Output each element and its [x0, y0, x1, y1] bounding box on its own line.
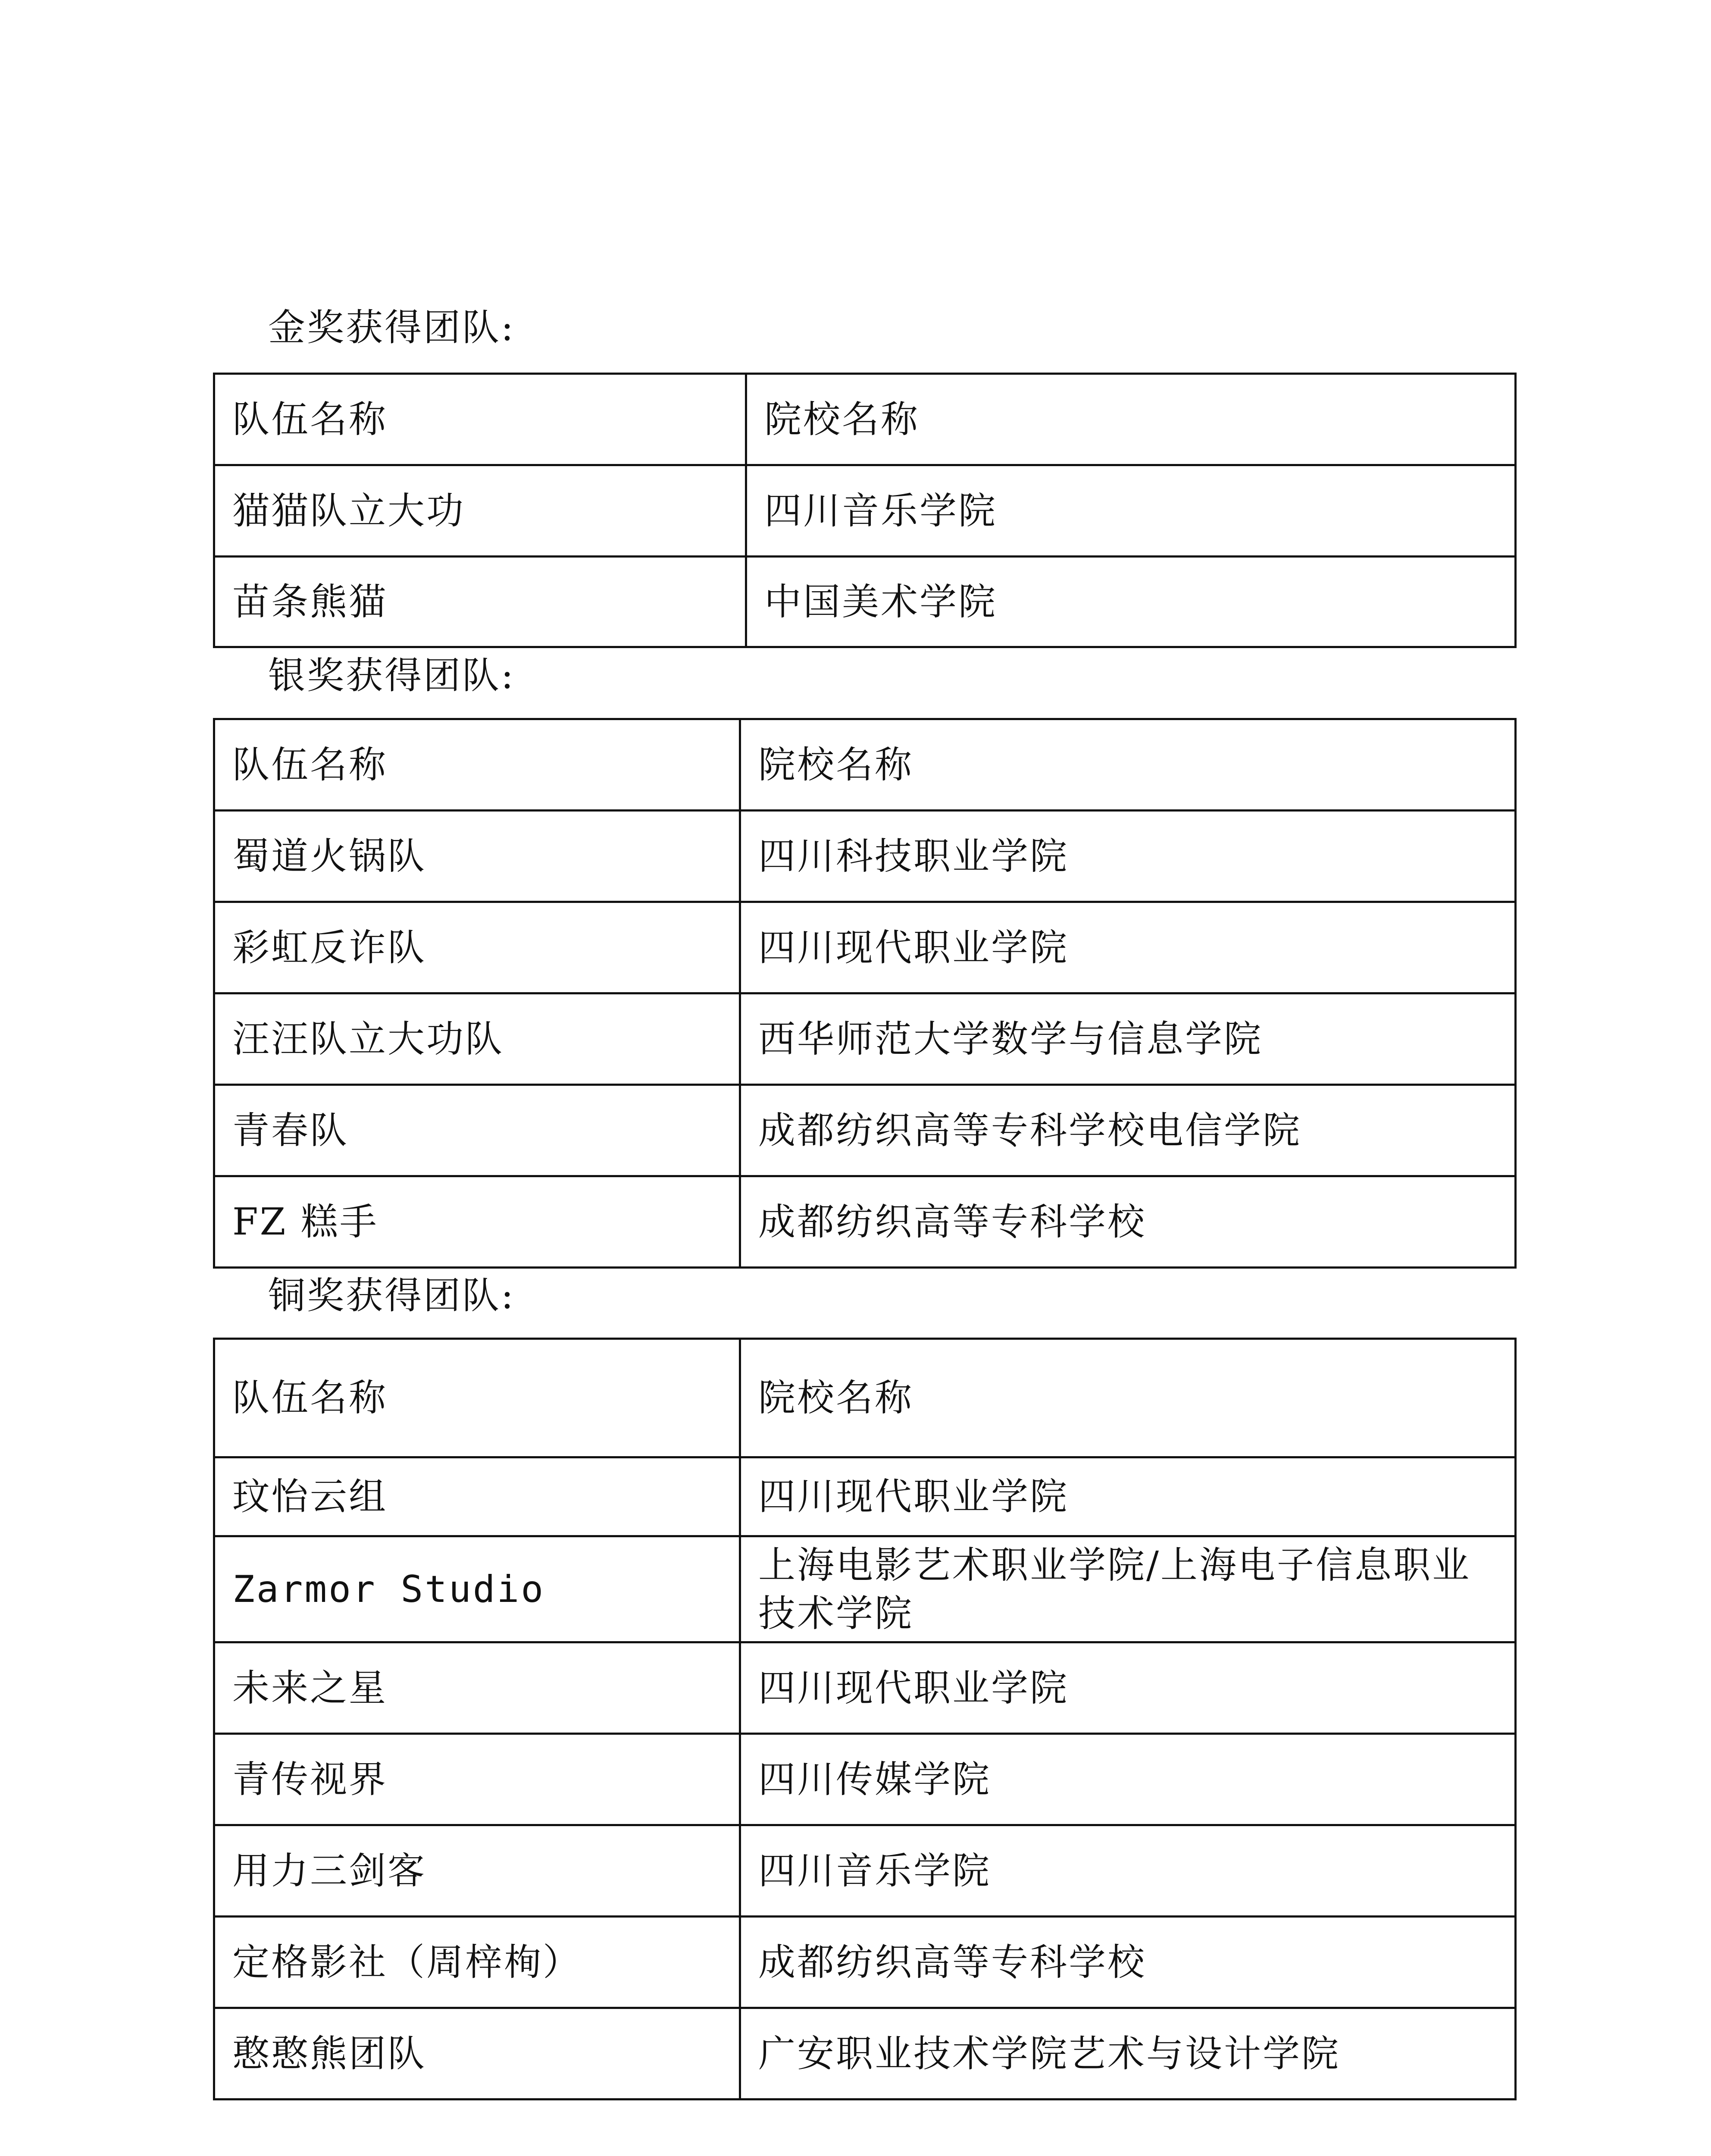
- school-name: 上海电影艺术职业学院/上海电子信息职业技术学院: [740, 1536, 1516, 1642]
- team-name: FZ 糕手: [214, 1176, 740, 1268]
- school-column-header: 院校名称: [746, 374, 1516, 465]
- table-row: [214, 1734, 1516, 1825]
- team-name: 用力三剑客: [214, 1825, 740, 1917]
- team-column-header: 队伍名称: [214, 719, 740, 811]
- school-column-header: 院校名称: [740, 1339, 1516, 1457]
- table-row: [214, 1176, 1516, 1268]
- team-name: 玟怡云组: [214, 1457, 740, 1536]
- team-name: 未来之星: [214, 1642, 740, 1734]
- table-row: [214, 902, 1516, 993]
- school-name: 四川现代职业学院: [740, 1642, 1516, 1734]
- table-header-row: [214, 719, 1516, 811]
- table-row: [214, 993, 1516, 1085]
- team-name: 憨憨熊团队: [214, 2008, 740, 2100]
- team-column-header: 队伍名称: [214, 374, 746, 465]
- table-row: [214, 557, 1516, 647]
- bronze-heading: 铜奖获得团队:: [268, 1274, 515, 1317]
- team-name: 猫猫队立大功: [214, 465, 746, 557]
- school-name: 四川科技职业学院: [740, 811, 1516, 902]
- gold-heading: 金奖获得团队:: [268, 306, 515, 349]
- table-row: [214, 1536, 1516, 1642]
- team-name: 青春队: [214, 1085, 740, 1176]
- table-row: [214, 1642, 1516, 1734]
- school-name: 四川传媒学院: [740, 1734, 1516, 1825]
- team-name: 苗条熊猫: [214, 557, 746, 647]
- school-name: 广安职业技术学院艺术与设计学院: [740, 2008, 1516, 2100]
- school-name: 中国美术学院: [746, 557, 1516, 647]
- school-column-header: 院校名称: [740, 719, 1516, 811]
- bronze-table: [213, 1338, 1517, 2100]
- school-name: 四川现代职业学院: [740, 902, 1516, 993]
- school-name: 四川音乐学院: [746, 465, 1516, 557]
- team-name: 青传视界: [214, 1734, 740, 1825]
- school-name: 成都纺织高等专科学校: [740, 1176, 1516, 1268]
- team-name: 彩虹反诈队: [214, 902, 740, 993]
- team-column-header: 队伍名称: [214, 1339, 740, 1457]
- silver-table: [213, 718, 1517, 1269]
- table-row: [214, 811, 1516, 902]
- gold-table: [213, 373, 1517, 648]
- school-name: 四川现代职业学院: [740, 1457, 1516, 1536]
- school-name: 西华师范大学数学与信息学院: [740, 993, 1516, 1085]
- table-row: [214, 465, 1516, 557]
- team-name: 定格影社（周梓栒）: [214, 1917, 740, 2008]
- school-name: 成都纺织高等专科学校电信学院: [740, 1085, 1516, 1176]
- table-row: [214, 1457, 1516, 1536]
- team-name: 蜀道火锅队: [214, 811, 740, 902]
- school-name: 成都纺织高等专科学校: [740, 1917, 1516, 2008]
- team-name: Zarmor Studio: [214, 1536, 740, 1642]
- table-row: [214, 1917, 1516, 2008]
- silver-heading: 银奖获得团队:: [268, 654, 515, 697]
- school-name: 四川音乐学院: [740, 1825, 1516, 1917]
- table-header-row: [214, 1339, 1516, 1457]
- table-row: [214, 1085, 1516, 1176]
- table-row: [214, 1825, 1516, 1917]
- table-row: [214, 2008, 1516, 2100]
- table-header-row: [214, 374, 1516, 465]
- team-name: 汪汪队立大功队: [214, 993, 740, 1085]
